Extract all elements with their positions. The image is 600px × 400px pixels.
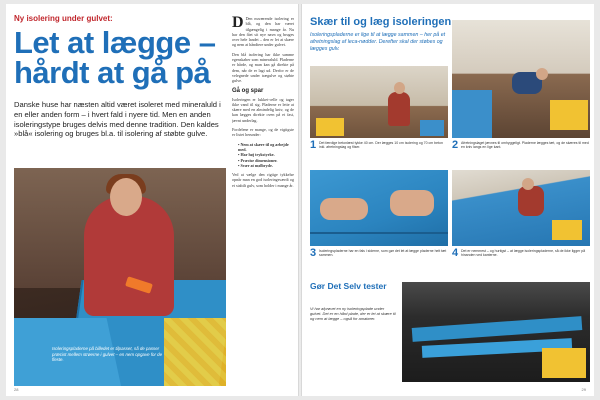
step-number: 1: [310, 139, 317, 151]
headline: Let at lægge – hårdt at gå på: [14, 25, 216, 90]
body-column: [232, 16, 294, 380]
body-paragraph-5: Ved at vælge den rigtige tykkelse opnår man en god isoleringsværdi og et stabilt gulv, som holder i mange år.: [232, 172, 294, 188]
step-number: 4: [452, 247, 459, 259]
step-2-photo: [452, 20, 590, 138]
page-number-left: 28: [14, 387, 19, 392]
photo-caption: Isoleringspladerne på billedet er tilpasset, så de passer præcist mellem strøerne i gulvet – en nem opgave for de fleste.: [52, 346, 163, 363]
section-title: Skær til og læg isoleringen: [310, 16, 452, 28]
subheading: Gå og spar: [232, 87, 264, 94]
main-photo: [14, 168, 226, 386]
yellow-material: [164, 318, 226, 386]
section-subtitle: Isoleringspladerne er lige til at lægge sammen – her på et afretningslag af leca-nødder. Derefter skal der støbes og lægges gulv.: [310, 32, 446, 52]
dropcap: D: [232, 16, 244, 31]
body-paragraph-3: Isoleringen er lukket-celle og tager ikke vand til sig. Pladerne er lette at skære med en almindelig kniv, og de kan lægges direkte oven på et fast, jævnt underlag.: [232, 96, 294, 123]
left-page: [6, 4, 298, 396]
step-1: [310, 66, 448, 166]
step-3: [310, 170, 448, 274]
bullet-item: • Nem at skære til og arbejde med.: [238, 141, 289, 152]
sidebar-box-text: Vi har afprøvet en ny isoleringsplade under gulvet. Det er en hård plade, der er let at skære til og nem at lægge – også for amatører.: [310, 306, 396, 321]
step-text: Afretningslaget jævnes til omhyggeligt. Pladerne lægges tæt, og de skæres til med en kniv langs en lige kant.: [461, 141, 589, 150]
step-text: Det færdige betonlæst tykke 40 cm. Der lægges 10 cm isolering og 70 cm beton inkl. afretningslag og fliser.: [319, 141, 443, 150]
step-text: Isoleringspladerne har en fals i siderne, som gør det let at lægge pladerne helt tæt sammen.: [319, 249, 447, 258]
step-4-photo: [452, 170, 590, 246]
bullet-item: • Har høj trykstyrke.: [238, 152, 275, 158]
sidebar-box-title: Gør Det Selv tester: [310, 281, 387, 291]
kicker: Ny isolering under gulvet:: [14, 14, 113, 23]
step-2: [452, 20, 590, 166]
test-photo: [402, 282, 590, 382]
body-paragraph-4: Fordelene er mange, og de vigtigste er listet herunder:: [232, 127, 294, 138]
body-paragraph-2: Den blå isolering har ikke samme egenskaber som mineraluld. Pladerne er hårde, og man kan gå direkte på dem, når de er lagt ud. Derfor er de velegnede under trægulve og støbte gulve.: [232, 51, 294, 84]
step-4: [452, 170, 590, 274]
bullet-list: [232, 142, 294, 168]
step-number: 2: [452, 139, 459, 151]
step-number: 3: [310, 247, 317, 259]
lead-paragraph: Danske huse har næsten altid været isoleret med mineraluld i en eller anden form – i hvert fald i nyere tid. Men en anden isoleringstype bruges delvis med denne tradition. Den kaldes »blå« isolering og bruges bl.a. til isolering af støbte gulve.: [14, 100, 221, 139]
body-intro: Den nuværende isolering er blå, og den har været tilgængelig i mange år. Nu har den fået sit nye navn og bruges over hele landet – den er let at skære og nem at håndtere under gulvet.: [232, 16, 294, 48]
step-text: Det er nemmest – og hurtigst – at lægge isoleringspladerne, så de ikke ligger på hinanden ved kanterne.: [461, 249, 586, 258]
bullet-item: • Præcise dimensioner.: [238, 157, 278, 163]
bullet-item: • Svær at mølbryde.: [238, 162, 273, 168]
step-3-photo: [310, 170, 448, 246]
right-page: [302, 4, 594, 396]
step-1-photo: [310, 66, 448, 138]
page-number-right: 29: [581, 387, 586, 392]
